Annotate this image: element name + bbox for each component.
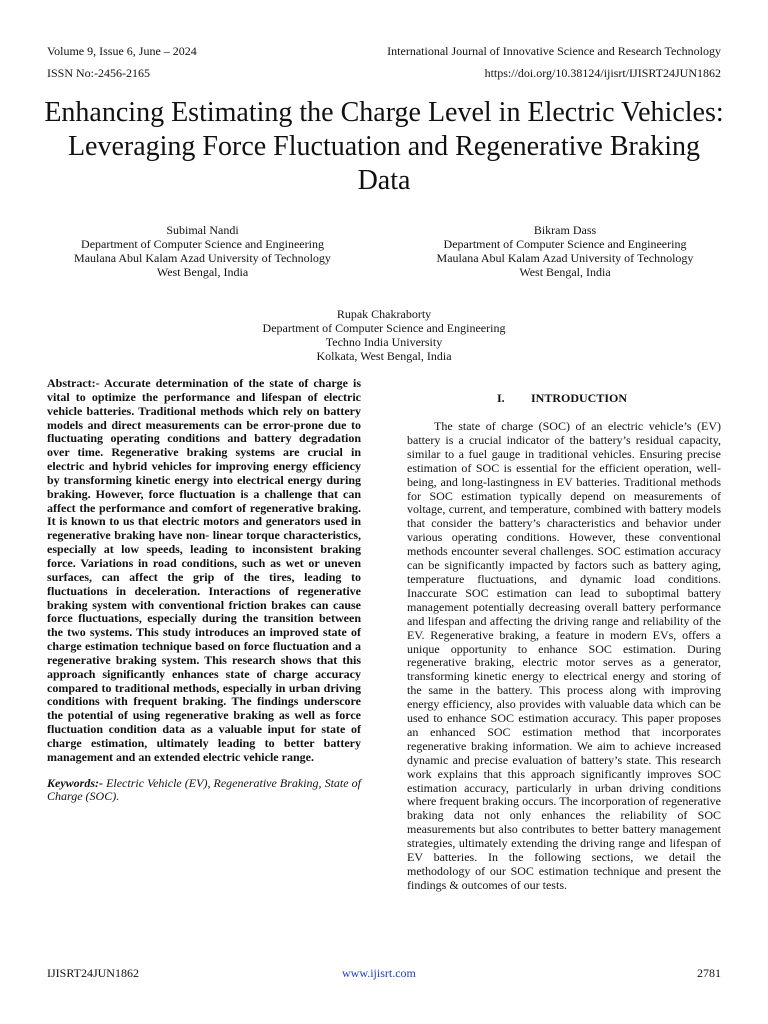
- author-institution: Techno India University: [325, 335, 443, 349]
- author-department: Department of Computer Science and Engineering: [81, 237, 324, 251]
- footer-page-number: 2781: [697, 966, 721, 980]
- author-name: Subimal Nandi: [166, 223, 239, 237]
- left-column: [47, 377, 361, 804]
- section-title: INTRODUCTION: [531, 391, 628, 405]
- author-location: West Bengal, India: [519, 265, 611, 279]
- keywords-text: Electric Vehicle (EV), Regenerative Braking, State of Charge (SOC).: [47, 775, 361, 804]
- author-block-2: [400, 223, 730, 279]
- author-institution: Maulana Abul Kalam Azad University of Technology: [74, 251, 331, 265]
- keywords-label: Keywords:-: [47, 775, 103, 790]
- author-department: Department of Computer Science and Engineering: [262, 321, 506, 335]
- abstract: Abstract:- Accurate determination of the state of charge is vital to optimize the performance and lifespan of electric vehicle batteries. Traditional methods which rely on battery models and direct measurements can be error-prone due to fluctuating operating conditions and battery degradation over time. Regenerative braking systems are crucial in electric and hybrid vehicles for improving energy efficiency by transforming kinetic energy into electrical energy during braking. However, force fluctuation is a challenge that can affect the performance and comfort of regenerative braking. It is known to us that electric motors and generators used in regenerative braking have non- linear torque characteristics, especially at low speeds, leading to inconsistent braking force. Variations in road conditions, such as wet or uneven surfaces, can affect the grip of the tires, leading to fluctuations in deceleration. Interactions of regenerative braking system with conventional friction brakes can cause force fluctuations, especially during the transition between the two systems. This study introduces an improved state of charge estimation technique based on force fluctuation and a regenerative braking system. This research shows that this approach significantly enhances state of charge accuracy compared to traditional methods, especially in urban driving conditions with frequent braking. The findings underscore the potential of using regenerative braking as well as force fluctuation condition data as a valuable input for state of charge estimation, ultimately leading to better battery management and an extended electric vehicle range.: [47, 376, 361, 764]
- section-number: I.: [497, 391, 505, 405]
- author-location: West Bengal, India: [156, 265, 249, 279]
- footer-paper-id: IJISRT24JUN1862: [47, 966, 139, 980]
- issn-line: ISSN No:-2456-2165: [47, 66, 151, 80]
- author-name: Rupak Chakraborty: [336, 307, 432, 321]
- introduction-text: The state of charge (SOC) of an electric vehicle’s (EV) battery is a crucial indicator of the battery’s residual capacity, similar to a fuel gauge in traditional vehicles. Ensuring precise estimation of SOC is essential for the efficient operation, well-being, and long-lastingness in EV batteries. Traditional methods for SOC estimation typically depend on measurements of voltage, current, and temperature, combined with battery models that consider the battery’s characteristics and behavior under various operating conditions. However, these conventional methods encounter several challenges. SOC estimation accuracy can be significantly impacted by factors such as battery aging, temperature fluctuations, and dynamic load conditions. Inaccurate SOC estimation can lead to suboptimal battery management potentially decreasing overall battery performance and lifespan and affecting the driving range and reliability of the EV. Regenerative braking, a feature in modern EVs, offers a unique opportunity to enhance SOC estimation. During regenerative braking, electric motor serves as a generator, transforming kinetic energy to electrical energy and storing of the same in the battery. This process along with improving energy efficiency, also provides with valuable data which can be used to enhance SOC estimation accuracy. This paper proposes an enhanced SOC estimation method that incorporates regenerative braking information. We aim to achieve increased dynamic and precise evaluation of battery’s state. This research work explains that this approach significantly improves SOC estimation accuracy, particularly in urban driving conditions where frequent braking occurs. The incorporation of regenerative braking data not only enhances the reliability of SOC measurements but also contributes to better battery management strategies, ultimately extending the driving range and lifespan of EV batteries. In the following sections, we detail the methodology of our SOC estimation technique and present the findings & outcomes of our tests.: [407, 419, 721, 892]
- author-institution: Maulana Abul Kalam Azad University of Technology: [436, 251, 694, 265]
- doi-link[interactable]: https://doi.org/10.38124/ijisrt/IJISRT24JUN1862: [484, 66, 721, 80]
- journal-name: International Journal of Innovative Science and Research Technology: [387, 44, 721, 58]
- footer-website-link[interactable]: www.ijisrt.com: [342, 966, 416, 980]
- volume-issue-line: Volume 9, Issue 6, June – 2024: [47, 44, 197, 58]
- author-department: Department of Computer Science and Engineering: [443, 237, 687, 251]
- author-block-1: [40, 223, 365, 279]
- author-location: Kolkata, West Bengal, India: [316, 349, 452, 363]
- keywords: [47, 777, 361, 805]
- author-name: Bikram Dass: [533, 223, 597, 237]
- paper-title: Enhancing Estimating the Charge Level in Electric Vehicles: Leveraging Force Fluctuation and Regenerative Braking Data: [44, 97, 724, 196]
- author-block-3: [220, 307, 548, 363]
